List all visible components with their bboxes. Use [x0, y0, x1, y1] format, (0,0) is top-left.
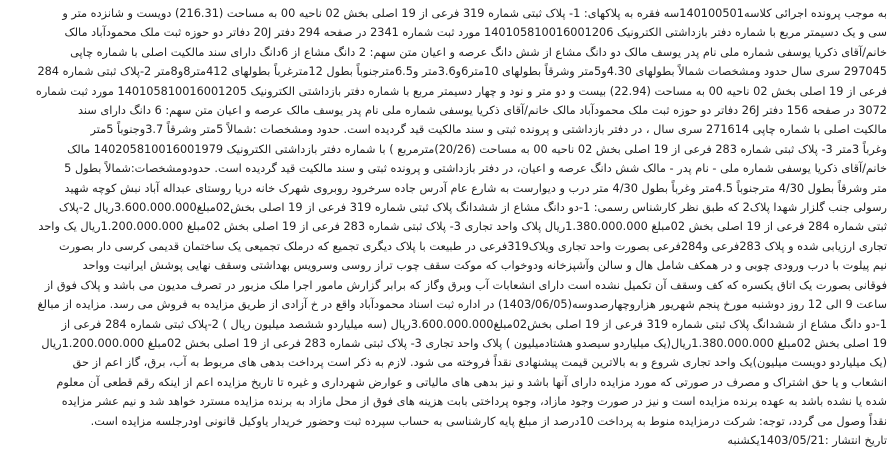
- notice-line-12: ثبتی شماره 284 فرعی از 19 اصلی بخش 02مبلغ 1.380.000.000ریال پلاک واحد تجاری 3- پلاک ثبتی شماره 283 فرعی از 19 اصلی بخش 02مبلغ 1.200.000.000ریال یک واحد: [38, 220, 887, 234]
- notice-line-19: (یک میلیاردو دویست میلیون)یک واحد تجاری شروع و به بالاترین قیمت پیشنهادی نقداً فروخته می شود. لازم به ذکر است پرداخت بدهی های مربوط به آب، برق، گاز اعم از حق: [72, 356, 887, 370]
- notice-line-14: نیم پیلوت با درب ورودی چوبی و در همکف شامل هال و سالن وآشپزخانه ودوخواب که موکت سقف چوب تراز روسی وسرویس بهداشتی وسقف نهایی پوشش ایرانیت وواحد: [82, 259, 887, 273]
- notice-line-20: انشعاب و یا حق اشتراک و مصرف در صورتی که مورد مزایده دارای آنها باشد و نیز بدهی های مالیاتی و عوارض شهرداری و غیره تا تاریخ مزایده اعم از اینکه رقم قطعی آن معلوم: [56, 375, 887, 389]
- notice-line-11: رسولی جنب گلزار شهدا پلاک2 که طبق نظر کارشناس رسمی: 1-دو دانگ مشاع از ششدانگ پلاک ثبتی شماره 319 فرعی از 19 اصلی بخش02مبلغ3.600.000.000ریال 2-پلاک: [58, 201, 887, 215]
- notice-line-21: شده یا نشده باشد به عهده برنده مزایده است و نیز در صورت وجود مازاد، وجوه پرداختی بابت هزینه های فوق از محل مازاد به برنده مزایده مسترد خواهد شد و نیم عشر مزایده: [61, 395, 887, 409]
- notice-line-4: 297045 سری سال حدود ومشخصات شمالاً بطولهای 4.30و5متر وشرقاً بطولهای 10متر6و3.6متر و6.5مترجنوباً بطول 12مترغرباً بطولهای 412متر8و8متر 2-پلاک ثبتی شماره 284: [37, 65, 887, 79]
- notice-line-2: سی و یک دسیمتر مربع با شماره دفتر بازداشتی الکترونیک 140105810016001206 مورد ثبت شماره 2341 در صفحه 294 دفتر 20J دفاتر دو حوزه ثبت ملک محمودآباد مالک: [64, 26, 887, 40]
- notice-line-8: وغرباً 3متر 3- پلاک ثبتی شماره 283 فرعی از 19 اصلی بخش 02 ناحیه 00 به مساحت (20/26)مترمربع ) با شماره دفتر بازداشتی الکترونیک 140205810016001979 مالک: [67, 142, 887, 156]
- notice-line-1: به موجب پرونده اجرائی کلاسه140100501سه فقره به پلاکهای: 1- پلاک ثبتی شماره 319 فرعی از 19 اصلی بخش 02 ناحیه 00 به مساحت (216.31) دویست و شانزده متر و: [62, 7, 887, 20]
- notice-line-10: متر وشرقاً بطول 4/30 مترجنوباً 4.5متر وغرباً بطول 4/30 متر درب و دیوارست به شارع عام آدرس جاده سرخرود روبروی شهرک خانه دریا روستای عبداله آباد نبش کوچه شهید: [64, 181, 887, 195]
- publish-date: تاریخ انتشار :1403/05/21یکشنبه: [727, 433, 887, 447]
- notice-line-6: 3072 در صفحه 156 دفتر 26J دفاتر دو حوزه ثبت ملک محمودآباد مالک خانم/آقای ذکریا یوسفی شماره ملی نام پدر یوسف مالک عرصه و اعیان متن سهم: 6 دانگ دارای سند: [77, 104, 887, 118]
- notice-line-7: مالکیت اصلی با شماره چاپی 271614 سری سال ، در دفتر بازداشتی و پرونده ثبتی و سند مالکیت قید گردیده است. حدود ومشخصات :شمالاً 5متر وشرقاً 3.7وجنوباً 5متر: [90, 123, 887, 137]
- notice-line-13: تجاری ارزیابی شده و پلاک 283فرعی و284فرعی بصورت واحد تجاری ویلاک319فرعی در طبیعت با پلاک دیگری تجمیع که درملک تجمیعی یک ساختمان قدیمی کرسی دار بصورت: [58, 239, 887, 253]
- notice-line-9: خانم/آقای ذکریا یوسفی شماره ملی - نام پدر - مالک شش دانگ عرصه و اعیان، در دفتر بازداشتی و پرونده ثبتی و سند مالکیت قید گردیده است. حدودومشخصات:شمالاً بطول 5: [64, 162, 887, 176]
- notice-line-16: ساعت 9 الی 12 روز دوشنبه مورخ پنجم شهریور هزاروچهارصدوسه(1403/06/05) در اداره ثبت اسناد محمودآباد واقع در خ آزادی از طریق مزایده به فروش می رسد. مزایده از مبالغ: [37, 298, 887, 312]
- notice-line-15: فوقانی بصورت یک اتاق یکسره که کف وسقف آن تکمیل نشده است دارای انشعابات آب وبرق وگاز که برابر گزارش مامور اجرا ملک مزبور در تصرف مدیون می باشد و پلاک فوق از: [44, 278, 887, 292]
- notice-line-3: خانم/آقای ذکریا یوسفی شماره ملی نام پدر یوسف مالک دو دانگ مشاع از شش دانگ عرصه و اعیان متن سهم: 2 دانگ مشاع از 6دانگ دارای سند مالکیت اصلی با شماره چاپی: [70, 45, 887, 59]
- notice-line-18: 19 اصلی بخش 02مبلغ 1.380.000.000ریال(یک میلیاردو سیصدو هشتادمیلیون ) پلاک واحد تجاری 3- پلاک ثبتی شماره 283 فرعی از 19 اصلی بخش 02مبلغ 1.200.000.000ریال: [41, 336, 887, 350]
- notice-line-5: فرعی از 19 اصلی بخش 02 ناحیه 00 به مساحت (22.94) بیست و دو متر و نود و چهار دسیمتر مربع با شماره دفتر بازداشتی الکترونیک 140105810016001205 مورد ثبت شماره: [35, 84, 887, 98]
- notice-line-17: 1-دو دانگ مشاع از ششدانگ پلاک ثبتی شماره 319 فرعی از 19 اصلی بخش02مبلغ3.600.000.000ریال (سه میلیاردو ششصد میلیون ریال ) 2-پلاک ثبتی شماره 284 فرعی از: [61, 317, 887, 331]
- notice-line-22: نقداً وصول می گردد، توجه: شرکت درمزایده منوط به پرداخت 10درصد از مبلغ پایه کارشناسی به حساب سپرده ثبت وحضور خریدار یاوکیل قانونی اودرجلسه مزایده است.: [90, 414, 887, 428]
